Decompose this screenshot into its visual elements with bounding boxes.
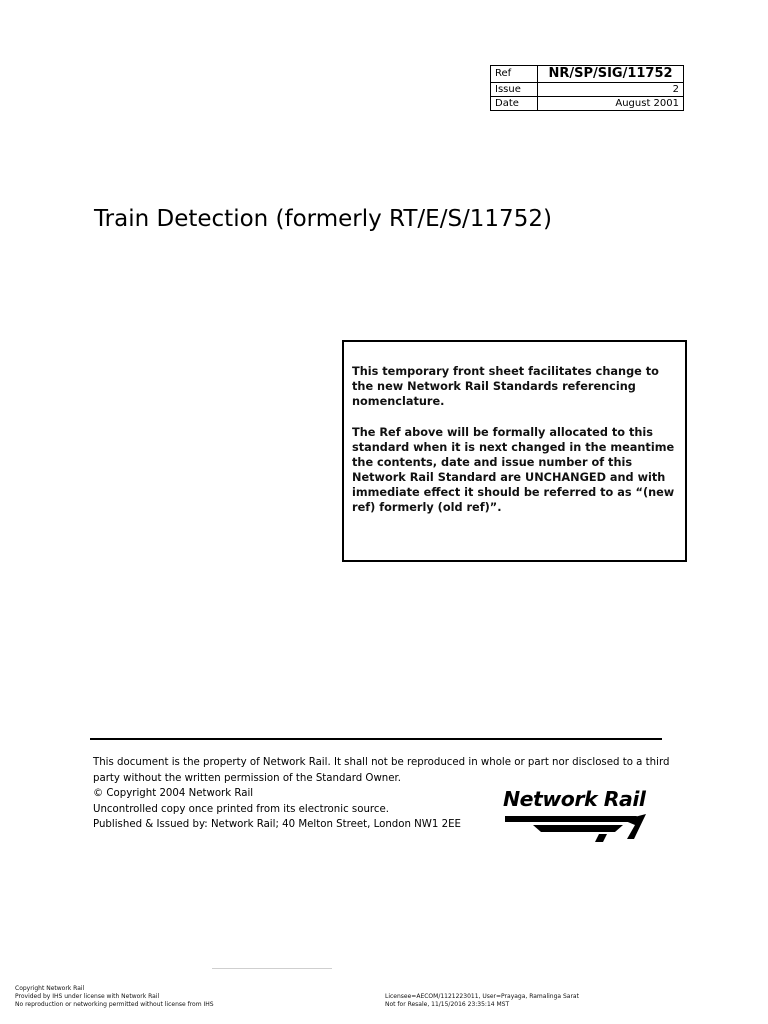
footer-left-line-3: No reproduction or networking permitted without license from IHS: [15, 1001, 214, 1008]
footer-right-line-1: Licensee=AECOM/1121223011, User=Prayaga, Ramalinga Sarat: [385, 993, 579, 1000]
network-rail-logo: [503, 787, 663, 847]
ref-label: Ref: [491, 66, 538, 83]
issue-value: 2: [538, 83, 684, 97]
issue-label: Issue: [491, 83, 538, 97]
footer-license-right: [385, 993, 579, 1009]
document-reference-table: [490, 65, 684, 111]
published-by-line: Published & Issued by: Network Rail; 40 Melton Street, London NW1 2EE: [93, 819, 461, 830]
horizontal-divider: [90, 738, 662, 740]
footer-license-left: [15, 985, 214, 1009]
ref-value: NR/SP/SIG/11752: [538, 66, 684, 83]
faint-scan-line: [212, 968, 332, 969]
temporary-front-sheet-notice: [342, 340, 687, 562]
document-title: Train Detection (formerly RT/E/S/11752): [94, 206, 552, 232]
date-value: August 2001: [538, 97, 684, 111]
network-rail-double-arrow-logo-icon: [503, 787, 663, 847]
notice-paragraph-1: This temporary front sheet facilitates change to the new Network Rail Standards referencing nomenclature.: [352, 365, 659, 408]
footer-right-line-2: Not for Resale, 11/15/2016 23:35:14 MST: [385, 1001, 510, 1008]
legal-line-1: This document is the property of Network Rail. It shall not be reproduced in whole or part nor disclosed to a third: [93, 757, 670, 768]
footer-left-line-2: Provided by IHS under license with Network Rail: [15, 993, 160, 1000]
copyright-line: © Copyright 2004 Network Rail: [93, 788, 254, 799]
legal-line-2: party without the written permission of the Standard Owner.: [93, 772, 401, 784]
logo-wordmark: Network Rail: [503, 787, 646, 811]
uncontrolled-copy-line: Uncontrolled copy once printed from its electronic source.: [93, 803, 389, 815]
footer-left-line-1: Copyright Network Rail: [15, 985, 85, 992]
date-label: Date: [491, 97, 538, 111]
notice-paragraph-2: The Ref above will be formally allocated to this standard when it is next changed in the meantime the contents, date and issue number of this Network Rail Standard are UNCHANGED and with immediate effect it should be referred to as “(new ref) formerly (old ref)”.: [352, 426, 675, 514]
